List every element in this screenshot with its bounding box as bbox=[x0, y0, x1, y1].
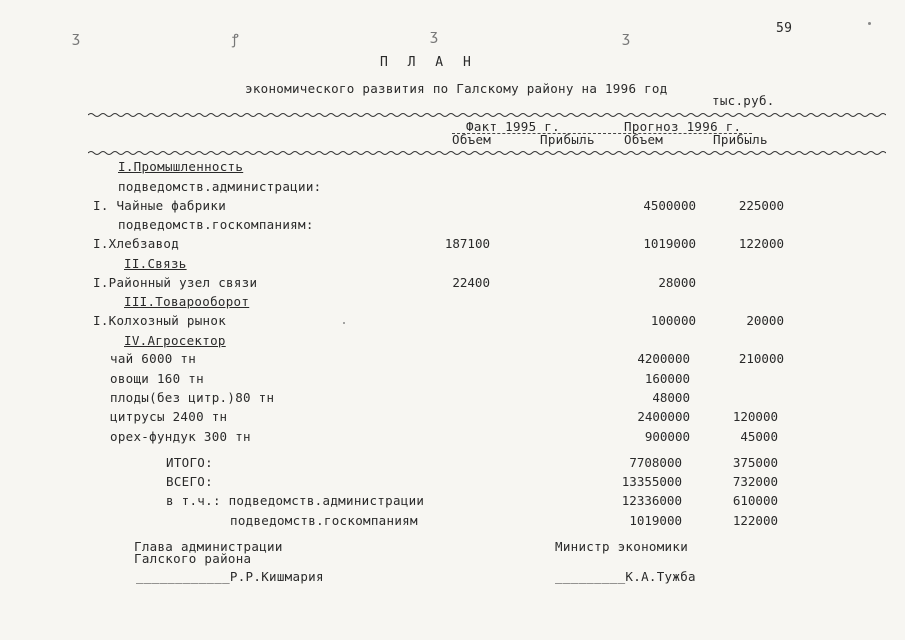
row-fruits-label: плоды(без цитр.)80 тн bbox=[110, 390, 275, 405]
signature-left-title1: Глава администрации bbox=[134, 539, 283, 554]
total-itogo-volume: 7708000 bbox=[629, 455, 682, 470]
total-vsego-label: ВСЕГО: bbox=[166, 474, 213, 489]
row-bakery-fact-volume: 187100 bbox=[444, 236, 490, 251]
row-bakery-forecast-volume: 1019000 bbox=[643, 236, 696, 251]
row-market-forecast-volume: 100000 bbox=[650, 313, 696, 328]
row-bakery-forecast-profit: 122000 bbox=[738, 236, 784, 251]
row-market-label: I.Колхозный рынок bbox=[93, 313, 227, 328]
section-industry: I.Промышленность bbox=[118, 159, 244, 174]
total-itogo-profit: 375000 bbox=[732, 455, 778, 470]
scan-mark: ʒ bbox=[622, 30, 631, 46]
scan-mark: ʒ bbox=[72, 30, 81, 46]
section-communication: II.Связь bbox=[124, 256, 187, 271]
row-tea-factories-label: I. Чайные фабрики bbox=[93, 198, 227, 213]
doc-title: П Л А Н bbox=[380, 55, 477, 70]
signature-right-name: _________К.А.Тужба bbox=[555, 569, 696, 584]
row-tea-factories-forecast-volume: 4500000 bbox=[643, 198, 696, 213]
row-fruits-forecast-volume: 48000 bbox=[652, 390, 690, 405]
total-incl-gos-profit: 122000 bbox=[732, 513, 778, 528]
section-agro: IV.Агросектор bbox=[124, 333, 226, 348]
total-itogo-label: ИТОГО: bbox=[166, 455, 213, 470]
forecast-header: Прогноз 1996 г. bbox=[624, 119, 742, 134]
row-hazelnut-forecast-profit: 45000 bbox=[740, 429, 778, 444]
page-number: 59 bbox=[776, 21, 793, 36]
scan-speck bbox=[868, 22, 871, 25]
row-citrus-forecast-profit: 120000 bbox=[732, 409, 778, 424]
row-vegetables-label: овощи 160 тн bbox=[110, 371, 204, 386]
total-incl-gos-volume: 1019000 bbox=[629, 513, 682, 528]
signature-right-title: Министр экономики bbox=[555, 539, 689, 554]
industry-sub-gos: подведомств.госкомпаниям: bbox=[118, 217, 314, 232]
row-comm-node-fact-volume: 22400 bbox=[452, 275, 490, 290]
total-vsego-volume: 13355000 bbox=[621, 474, 682, 489]
total-incl-admin-label: в т.ч.: подведомств.администрации bbox=[166, 493, 425, 508]
row-hazelnut-forecast-volume: 900000 bbox=[644, 429, 690, 444]
row-hazelnut-label: орех-фундук 300 тн bbox=[110, 429, 251, 444]
row-comm-node-forecast-volume: 28000 bbox=[658, 275, 696, 290]
row-bakery-label: I.Хлебзавод bbox=[93, 236, 180, 251]
fact-profit-header: Прибыль bbox=[540, 132, 595, 147]
rule-line bbox=[88, 150, 886, 156]
total-incl-admin-volume: 12336000 bbox=[621, 493, 682, 508]
rule-line bbox=[88, 112, 886, 118]
forecast-volume-header: Объем bbox=[624, 132, 664, 147]
fact-header: Факт 1995 г. bbox=[466, 119, 560, 134]
section-trade: III.Товарооборот bbox=[124, 294, 250, 309]
forecast-profit-header: Прибыль bbox=[713, 132, 768, 147]
signature-left-title2: Галского района bbox=[134, 551, 252, 566]
row-tea-forecast-profit: 210000 bbox=[738, 351, 784, 366]
scan-mark: ʒ bbox=[430, 28, 439, 44]
total-incl-admin-profit: 610000 bbox=[732, 493, 778, 508]
industry-sub-admin: подведомств.администрации: bbox=[118, 179, 322, 194]
total-vsego-profit: 732000 bbox=[732, 474, 778, 489]
row-tea-factories-forecast-profit: 225000 bbox=[738, 198, 784, 213]
units-label: тыс.руб. bbox=[712, 93, 775, 108]
row-tea-label: чай 6000 тн bbox=[110, 351, 197, 366]
row-vegetables-forecast-volume: 160000 bbox=[644, 371, 690, 386]
doc-subtitle: экономического развития по Галскому району на 1996 год bbox=[245, 81, 668, 96]
row-citrus-label: цитрусы 2400 тн bbox=[110, 409, 228, 424]
total-incl-gos-label: подведомств.госкомпаниям bbox=[230, 513, 418, 528]
row-comm-node-label: I.Районный узел связи bbox=[93, 275, 258, 290]
signature-left-name: ____________Р.Р.Кишмария bbox=[136, 569, 324, 584]
row-tea-forecast-volume: 4200000 bbox=[637, 351, 690, 366]
header-divider bbox=[452, 133, 752, 134]
fact-volume-header: Объем bbox=[452, 132, 492, 147]
scan-speck bbox=[343, 322, 345, 324]
row-market-forecast-profit: 20000 bbox=[746, 313, 784, 328]
row-citrus-forecast-volume: 2400000 bbox=[637, 409, 690, 424]
scan-mark: ꝭ bbox=[232, 32, 239, 48]
